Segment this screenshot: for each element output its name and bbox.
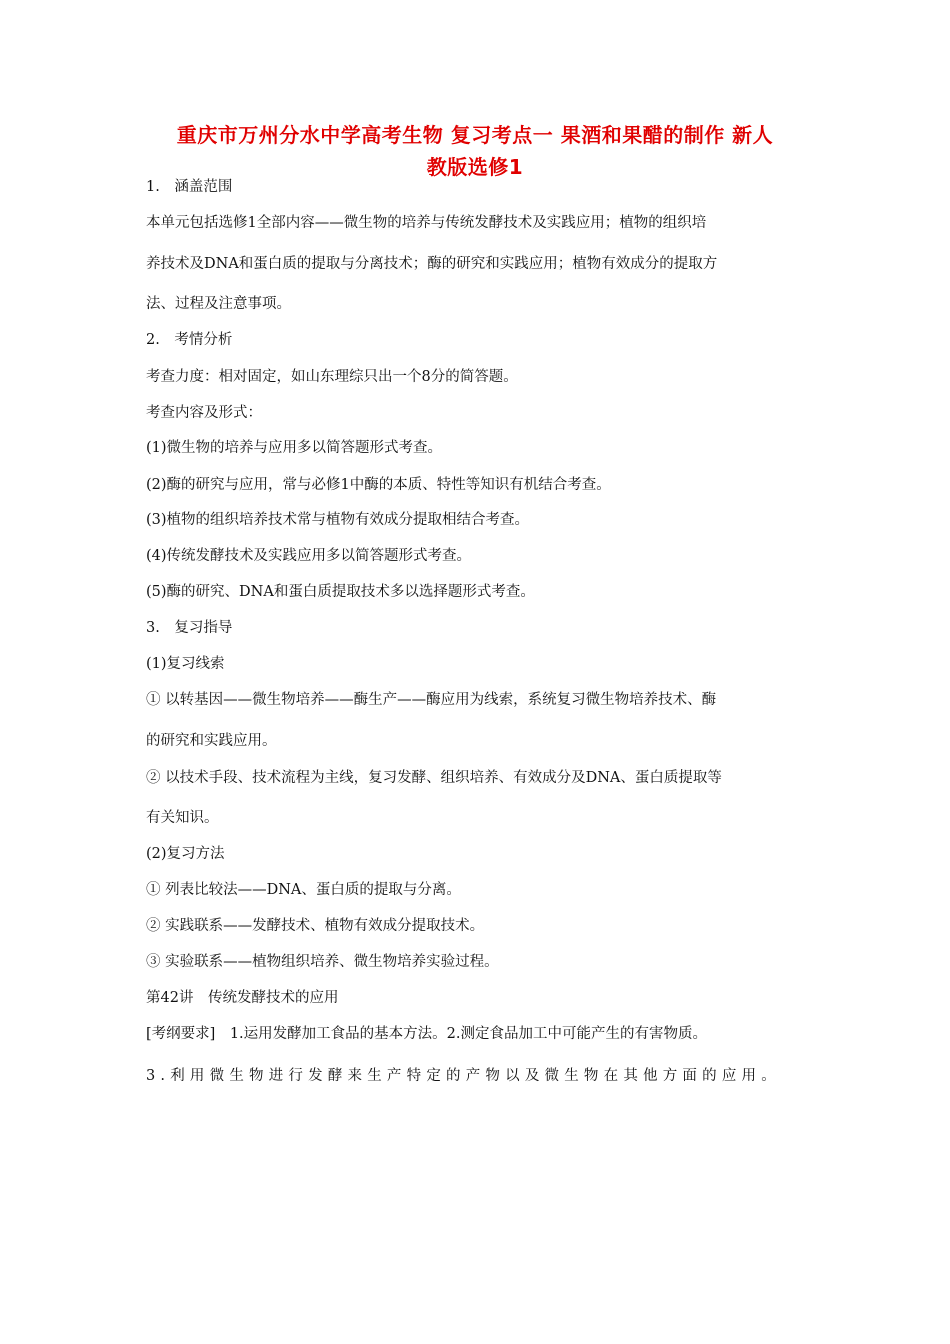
list-item: ① 列表比较法——DNA、蛋白质的提取与分离。: [146, 882, 461, 898]
paragraph-line: 养技术及DNA和蛋白质的提取与分离技术；酶的研究和实践应用；植物有效成分的提取方: [146, 256, 718, 272]
list-item: (1)微生物的培养与应用多以简答题形式考查。: [146, 440, 443, 456]
section-heading-guide: 3. 复习指导: [146, 620, 233, 636]
list-item-continuation: 有关知识。: [146, 810, 219, 826]
document-title: [120, 119, 830, 183]
paragraph-line: 考查力度：相对固定，如山东理综只出一个8分的简答题。: [146, 369, 518, 385]
syllabus-requirements: [考纲要求] 1.运用发酵加工食品的基本方法。2.测定食品加工中可能产生的有害物质。: [146, 1026, 707, 1042]
syllabus-requirements-continuation: 3.利用微生物进行发酵来生产特定的产物以及微生物在其他方面的应用。: [146, 1068, 781, 1084]
title-line-1: 重庆市万州分水中学高考生物 复习考点一 果酒和果醋的制作 新人: [176, 123, 774, 147]
paragraph-line: 法、过程及注意事项。: [146, 296, 291, 312]
subheading: (1)复习线索: [146, 656, 225, 672]
paragraph-line: 本单元包括选修1全部内容——微生物的培养与传统发酵技术及实践应用；植物的组织培: [146, 215, 707, 231]
list-item: ② 以技术手段、技术流程为主线，复习发酵、组织培养、有效成分及DNA、蛋白质提取等: [146, 770, 722, 786]
title-line-2: 教版选修1: [426, 155, 524, 179]
subheading: (2)复习方法: [146, 846, 225, 862]
list-item: (2)酶的研究与应用，常与必修1中酶的本质、特性等知识有机结合考查。: [146, 477, 611, 493]
section-heading-scope: 1. 涵盖范围: [146, 179, 233, 195]
section-heading-analysis: 2. 考情分析: [146, 332, 233, 348]
lecture-heading: 第42讲 传统发酵技术的应用: [146, 990, 339, 1006]
paragraph-line: 考查内容及形式：: [146, 405, 262, 421]
list-item: (3)植物的组织培养技术常与植物有效成分提取相结合考查。: [146, 512, 530, 528]
list-item: (5)酶的研究、DNA和蛋白质提取技术多以选择题形式考查。: [146, 584, 535, 600]
list-item: (4)传统发酵技术及实践应用多以简答题形式考查。: [146, 548, 472, 564]
list-item: ① 以转基因——微生物培养——酶生产——酶应用为线索，系统复习微生物培养技术、酶: [146, 692, 717, 708]
list-item-continuation: 的研究和实践应用。: [146, 733, 277, 749]
list-item: ③ 实验联系——植物组织培养、微生物培养实验过程。: [146, 954, 499, 970]
list-item: ② 实践联系——发酵技术、植物有效成分提取技术。: [146, 918, 485, 934]
